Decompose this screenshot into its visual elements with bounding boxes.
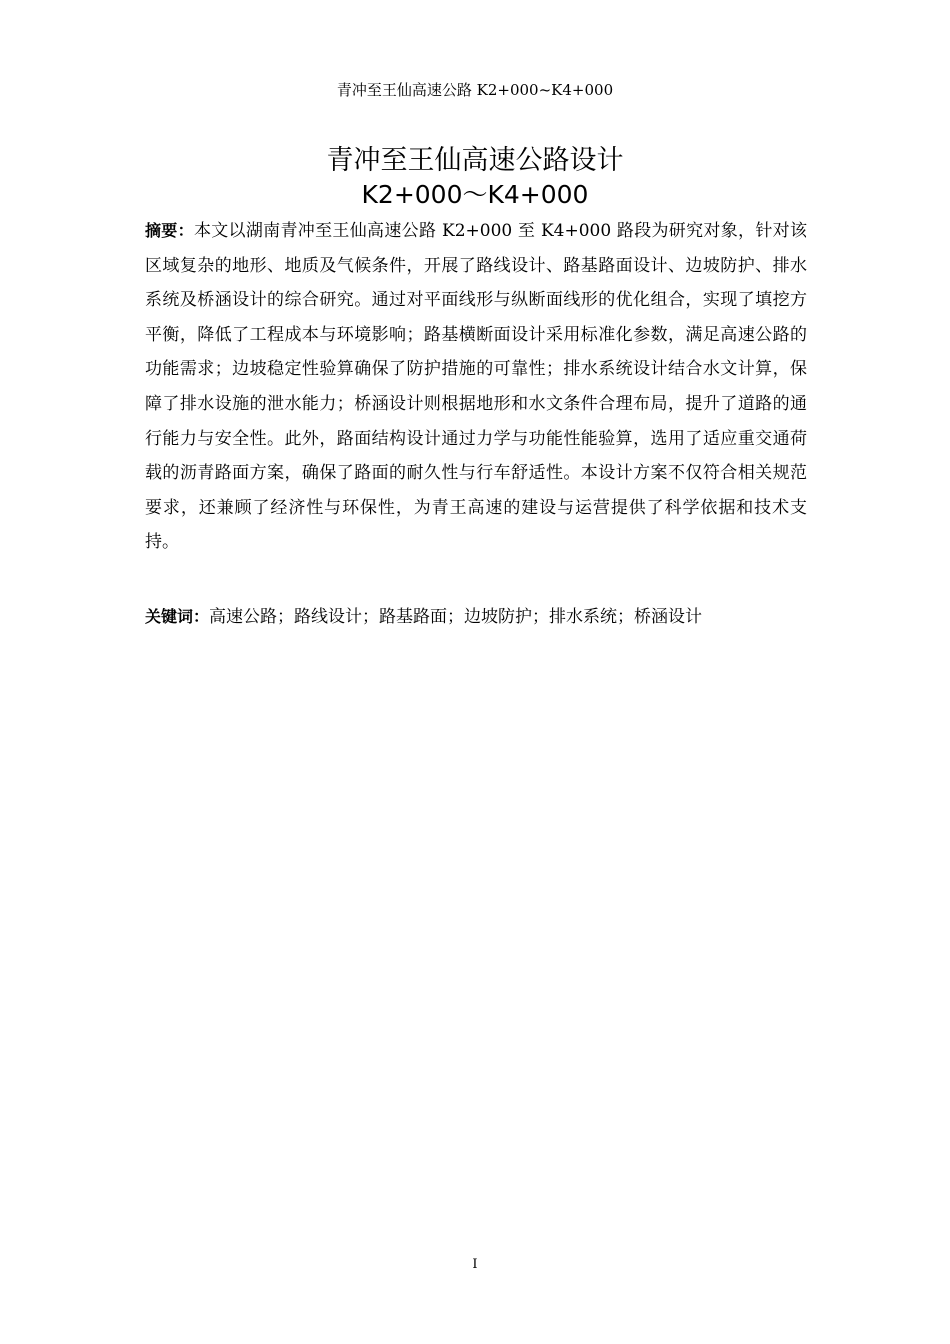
keyword-separator: ； — [362, 607, 380, 627]
running-header: 青冲至王仙高速公路 K2+000~K4+000 — [336, 81, 614, 99]
keyword-item: 桥涵设计 — [634, 607, 703, 627]
keyword-item: 边坡防护 — [464, 607, 533, 627]
page-number: I — [472, 1257, 478, 1272]
keyword-item: 排水系统 — [549, 607, 618, 627]
keyword-item: 路基路面 — [379, 607, 448, 627]
abstract-paragraph — [145, 214, 807, 560]
abstract-label: 摘要： — [145, 221, 194, 240]
keywords-label: 关键词： — [145, 607, 210, 626]
document-title: 青冲至王仙高速公路设计 — [326, 145, 624, 176]
abstract-text: 本文以湖南青冲至王仙高速公路 K2+000 至 K4+000 路段为研究对象，针对该区域复杂的地形、地质及气候条件，开展了路线设计、路基路面设计、边坡防护、排水系统及桥涵设计的综合研究。通过对平面线形与纵断面线形的优化组合，实现了填挖方平衡，降低了工程成本与环境影响；路基横断面设计采用标准化参数，满足高速公路的功能需求；边坡稳定性验算确保了防护措施的可靠性；排水系统设计结合水文计算，保障了排水设施的泄水能力；桥涵设计则根据地形和水文条件合理布局，提升了道路的通行能力与安全性。此外，路面结构设计通过力学与功能性能验算，选用了适应重交通荷载的沥青路面方案，确保了路面的耐久性与行车舒适性。本设计方案不仅符合相关规范要求，还兼顾了经济性与环保性，为青王高速的建设与运营提供了科学依据和技术支持。 — [145, 221, 807, 553]
keyword-separator: ； — [277, 607, 295, 627]
keyword-separator: ； — [617, 607, 635, 627]
keyword-separator: ； — [447, 607, 465, 627]
keyword-separator: ； — [532, 607, 550, 627]
keywords-line — [145, 600, 807, 634]
document-subtitle: K2+000～K4+000 — [361, 180, 589, 209]
keyword-item: 路线设计 — [294, 607, 363, 627]
header-rule — [145, 106, 805, 107]
keyword-item: 高速公路 — [209, 607, 278, 627]
